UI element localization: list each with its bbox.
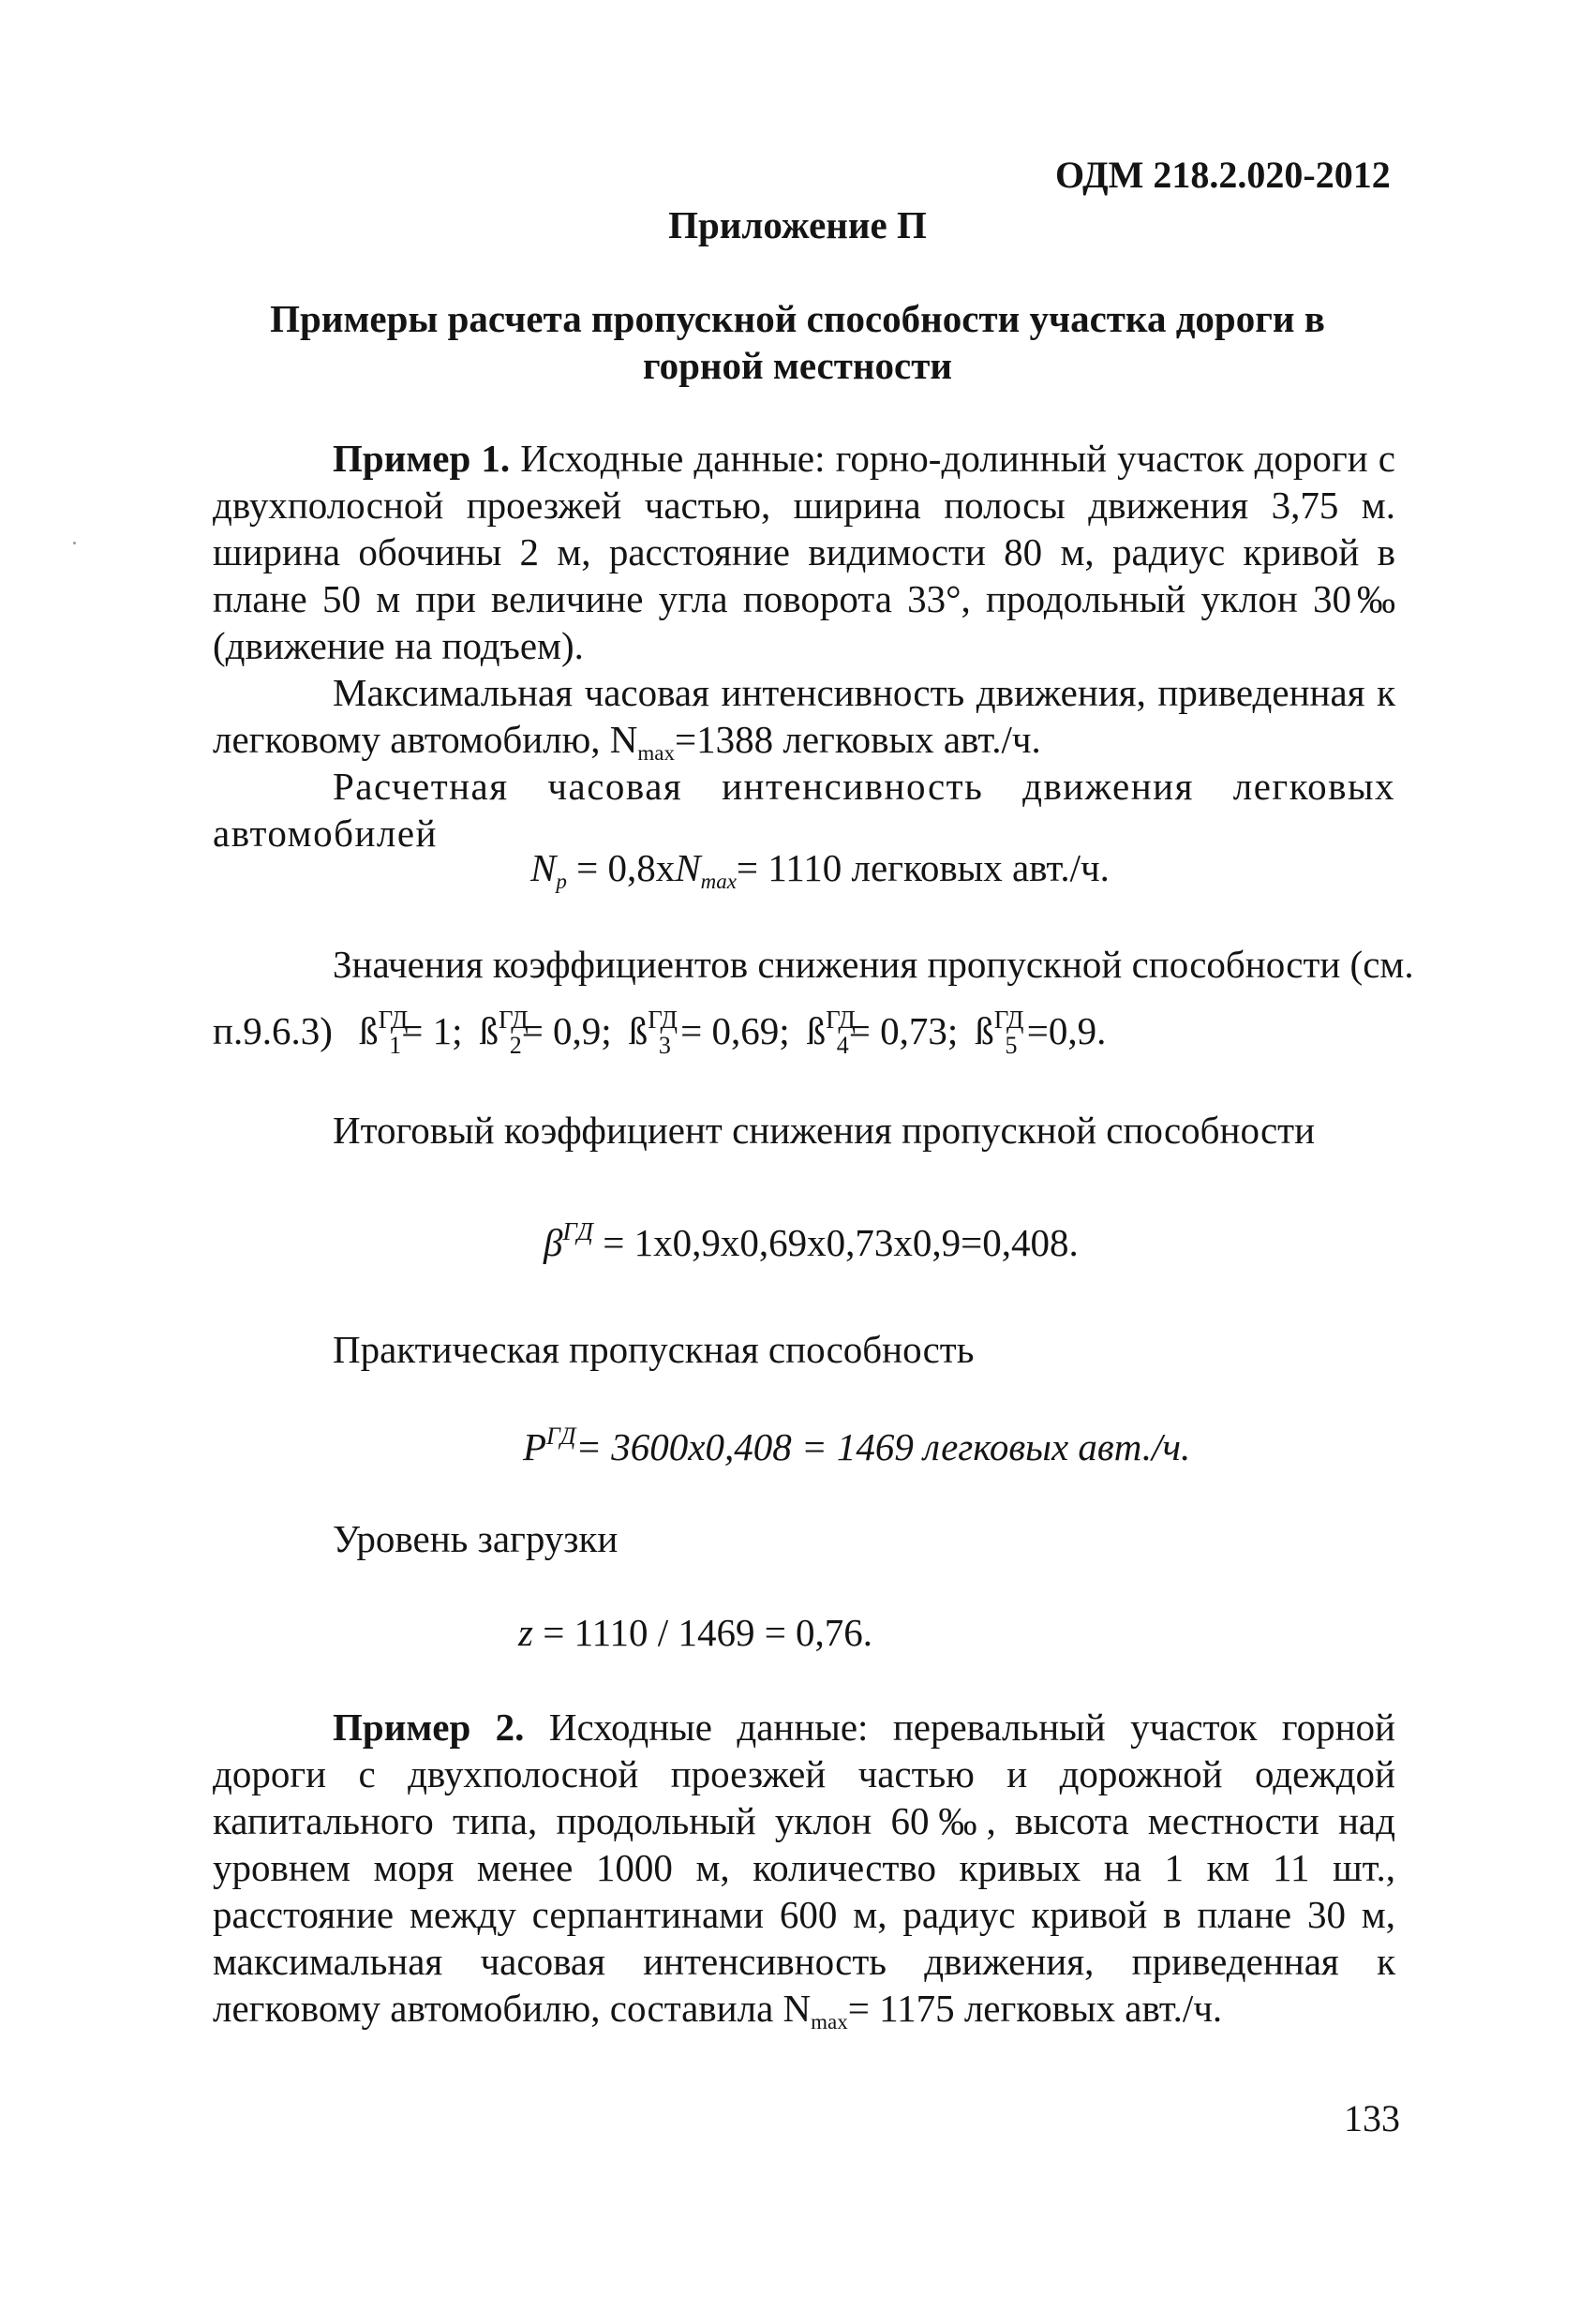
example-1-text-line1: Исходные данные: горно-долинный участок дороги с <box>510 437 1395 480</box>
document-code: ОДМ 218.2.020-2012 <box>1055 154 1391 196</box>
practical-capacity-label: Практическая пропускная способность <box>333 1328 975 1371</box>
appendix-heading: Приложение П <box>668 203 927 246</box>
total-coefficient-label: Итоговый коэффициент снижения пропускной способности <box>333 1109 1316 1152</box>
max-intensity-paragraph <box>213 669 1395 777</box>
page-number: 133 <box>1344 2097 1400 2139</box>
formula-total-beta: $\beta^{ГД} = 1x0,9x0,69x0,73x0,9=0,408$. <box>544 1217 1079 1264</box>
coefficient-beta-2: $ß^{ГД}_2= 0,9$; <box>479 1006 612 1059</box>
section-title-line-1: Примеры расчета пропускной способности участка дороги в <box>270 297 1325 340</box>
max-intensity-suffix: =1388 легковых авт./ч. <box>675 718 1041 761</box>
coefficient-beta-1: $ß^{ГД}_1= 1$; <box>359 1006 463 1059</box>
coefficients-intro: Значения коэффициентов снижения пропускной способности (см. <box>333 943 1414 986</box>
load-level-label: Уровень загрузки <box>333 1517 619 1560</box>
coefficient-beta-3: $ß^{ГД}_3 = 0,69$; <box>628 1006 790 1059</box>
example-1-label: Пример 1. <box>333 437 511 480</box>
example-2-paragraph <box>213 1704 1395 2046</box>
example-2-label: Пример 2. <box>333 1706 525 1749</box>
formula-load: z = 1110 / 1469 = 0,76. <box>518 1611 873 1654</box>
coefficient-beta-4: $ß^{ГД}_4= 0,73$; <box>806 1006 959 1059</box>
design-intensity-paragraph <box>213 763 1395 857</box>
example-2-text-rest: с двухполосной проезжей частью и дорожной одеждой капитального типа, продольный уклон 60‰, высота местности над уровнем моря менее 1000 м, количество кривых на 1 км 11 шт., расстояние между серпантинами 600 м, радиус кривой в плане 30 м, максимальная часовая интенсивность движения, приведенная к легковому автомобилю, составила <box>213 1752 1395 2030</box>
coefficients-reference: п.9.6.3) <box>213 1009 333 1052</box>
scan-speck <box>73 542 76 544</box>
n-max-symbol-2: $N_{max}$ <box>783 1987 848 2034</box>
formula-capacity: $P^{ГД}= 3600x0,408 = 1469$ легковых авт./ч. <box>523 1423 1191 1468</box>
formula-np: $N_p = 0,8xN_{max}= 1110$ легковых авт./ч. <box>530 846 1110 893</box>
section-title-line-2: горной местности <box>643 344 952 387</box>
coefficients-values <box>213 1006 1107 1059</box>
example-1-paragraph <box>213 435 1395 669</box>
example-2-text-line1: Исходные данные: перевальный участок горной дороги <box>213 1706 1395 1795</box>
example-2-suffix: = 1175 легковых авт./ч. <box>847 1987 1223 2030</box>
n-max-symbol: $N_{max}$ <box>609 718 675 765</box>
max-intensity-prefix: Максимальная часовая интенсивность движения, приведенная к легковому автомобилю, <box>213 671 1395 761</box>
coefficient-beta-5: $ß^{ГД}_5 =0,9$. <box>975 1006 1107 1059</box>
design-intensity-text: Расчетная часовая интенсивность движения легковых автомобилей <box>213 765 1395 855</box>
example-1-text-rest: двухполосной проезжей частью, ширина полосы движения 3,75 м. ширина обочины 2 м, расстояние видимости 80 м, радиус кривой в плане 50 м при величине угла поворота 33°, продольный уклон 30‰ (движение на подъем). <box>213 484 1395 667</box>
